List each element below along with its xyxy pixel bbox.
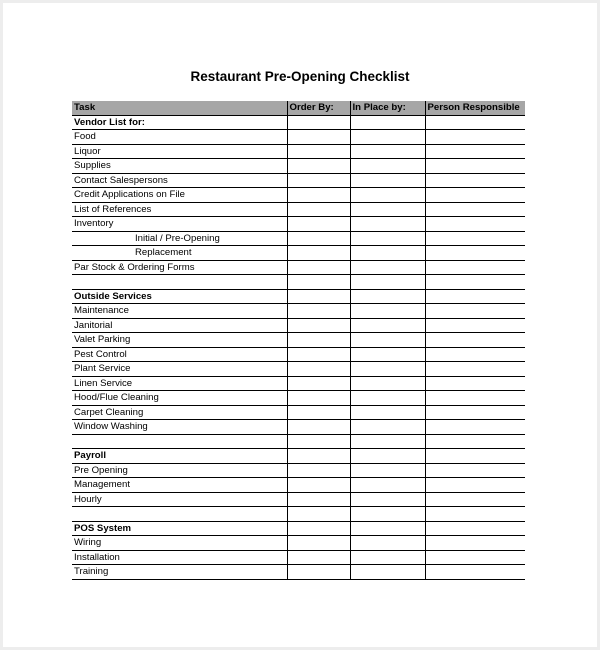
section-header-row (72, 115, 525, 130)
in-place-by-cell[interactable] (350, 521, 425, 536)
table-row (72, 260, 525, 275)
in-place-by-cell[interactable] (350, 565, 425, 580)
person-responsible-cell[interactable] (425, 536, 525, 551)
in-place-by-cell[interactable] (350, 376, 425, 391)
document-page (3, 3, 597, 647)
task-label: Hood/Flue Cleaning (72, 391, 287, 406)
in-place-by-cell[interactable] (350, 362, 425, 377)
order-by-cell[interactable] (287, 536, 350, 551)
table-row (72, 376, 525, 391)
task-label (72, 434, 287, 449)
person-responsible-cell[interactable] (425, 275, 525, 290)
task-label: List of References (72, 202, 287, 217)
order-by-cell[interactable] (287, 362, 350, 377)
in-place-by-cell[interactable] (350, 130, 425, 145)
person-responsible-cell[interactable] (425, 144, 525, 159)
order-by-cell[interactable] (287, 217, 350, 232)
order-by-cell[interactable] (287, 333, 350, 348)
order-by-cell[interactable] (287, 463, 350, 478)
in-place-by-cell[interactable] (350, 115, 425, 130)
person-responsible-cell[interactable] (425, 478, 525, 493)
table-row (72, 202, 525, 217)
task-label: Janitorial (72, 318, 287, 333)
table-row (72, 159, 525, 174)
person-responsible-cell[interactable] (425, 217, 525, 232)
in-place-by-cell[interactable] (350, 173, 425, 188)
task-label: Linen Service (72, 376, 287, 391)
in-place-by-cell[interactable] (350, 144, 425, 159)
person-responsible-cell[interactable] (425, 521, 525, 536)
section-title: Payroll (72, 449, 287, 464)
in-place-by-cell[interactable] (350, 507, 425, 522)
order-by-cell[interactable] (287, 391, 350, 406)
task-label: Par Stock & Ordering Forms (72, 260, 287, 275)
in-place-by-cell[interactable] (350, 478, 425, 493)
person-responsible-cell[interactable] (425, 492, 525, 507)
in-place-by-cell[interactable] (350, 550, 425, 565)
task-label: Supplies (72, 159, 287, 174)
person-responsible-cell[interactable] (425, 115, 525, 130)
in-place-by-cell[interactable] (350, 260, 425, 275)
task-label: Management (72, 478, 287, 493)
person-responsible-cell[interactable] (425, 507, 525, 522)
order-by-cell[interactable] (287, 492, 350, 507)
task-label: Pest Control (72, 347, 287, 362)
task-label: Initial / Pre-Opening (72, 231, 287, 246)
column-header-person-responsible: Person Responsible (425, 101, 525, 115)
order-by-cell[interactable] (287, 246, 350, 261)
task-label: Training (72, 565, 287, 580)
checklist-body (72, 115, 525, 579)
in-place-by-cell[interactable] (350, 536, 425, 551)
table-row (72, 550, 525, 565)
table-row (72, 434, 525, 449)
person-responsible-cell[interactable] (425, 347, 525, 362)
person-responsible-cell[interactable] (425, 449, 525, 464)
order-by-cell[interactable] (287, 318, 350, 333)
table-row (72, 188, 525, 203)
checklist-table (72, 101, 525, 580)
in-place-by-cell[interactable] (350, 275, 425, 290)
table-row (72, 144, 525, 159)
order-by-cell[interactable] (287, 115, 350, 130)
person-responsible-cell[interactable] (425, 362, 525, 377)
section-header-row (72, 289, 525, 304)
task-label: Installation (72, 550, 287, 565)
person-responsible-cell[interactable] (425, 565, 525, 580)
person-responsible-cell[interactable] (425, 318, 525, 333)
task-label: Inventory (72, 217, 287, 232)
section-title: Outside Services (72, 289, 287, 304)
section-title: POS System (72, 521, 287, 536)
order-by-cell[interactable] (287, 188, 350, 203)
task-label: Food (72, 130, 287, 145)
table-row (72, 507, 525, 522)
person-responsible-cell[interactable] (425, 246, 525, 261)
person-responsible-cell[interactable] (425, 434, 525, 449)
table-row (72, 304, 525, 319)
person-responsible-cell[interactable] (425, 463, 525, 478)
person-responsible-cell[interactable] (425, 173, 525, 188)
table-row (72, 420, 525, 435)
task-label: Maintenance (72, 304, 287, 319)
in-place-by-cell[interactable] (350, 463, 425, 478)
section-title: Vendor List for: (72, 115, 287, 130)
table-row (72, 130, 525, 145)
order-by-cell[interactable] (287, 260, 350, 275)
in-place-by-cell[interactable] (350, 188, 425, 203)
task-label (72, 275, 287, 290)
order-by-cell[interactable] (287, 347, 350, 362)
in-place-by-cell[interactable] (350, 333, 425, 348)
table-row (72, 275, 525, 290)
in-place-by-cell[interactable] (350, 420, 425, 435)
order-by-cell[interactable] (287, 130, 350, 145)
order-by-cell[interactable] (287, 202, 350, 217)
in-place-by-cell[interactable] (350, 449, 425, 464)
task-label: Carpet Cleaning (72, 405, 287, 420)
task-label: Pre Opening (72, 463, 287, 478)
person-responsible-cell[interactable] (425, 188, 525, 203)
task-label: Replacement (72, 246, 287, 261)
table-row (72, 217, 525, 232)
person-responsible-cell[interactable] (425, 202, 525, 217)
in-place-by-cell[interactable] (350, 159, 425, 174)
document-title: Restaurant Pre-Opening Checklist (190, 69, 410, 84)
task-label: Window Washing (72, 420, 287, 435)
table-row (72, 246, 525, 261)
in-place-by-cell[interactable] (350, 318, 425, 333)
person-responsible-cell[interactable] (425, 391, 525, 406)
column-header-task: Task (72, 101, 287, 115)
person-responsible-cell[interactable] (425, 130, 525, 145)
task-label: Plant Service (72, 362, 287, 377)
person-responsible-cell[interactable] (425, 159, 525, 174)
order-by-cell[interactable] (287, 275, 350, 290)
table-row (72, 362, 525, 377)
task-label: Valet Parking (72, 333, 287, 348)
table-row (72, 231, 525, 246)
person-responsible-cell[interactable] (425, 376, 525, 391)
table-row (72, 405, 525, 420)
person-responsible-cell[interactable] (425, 333, 525, 348)
in-place-by-cell[interactable] (350, 231, 425, 246)
order-by-cell[interactable] (287, 405, 350, 420)
in-place-by-cell[interactable] (350, 289, 425, 304)
person-responsible-cell[interactable] (425, 260, 525, 275)
order-by-cell[interactable] (287, 507, 350, 522)
column-header-order-by: Order By: (287, 101, 350, 115)
order-by-cell[interactable] (287, 449, 350, 464)
table-row (72, 318, 525, 333)
order-by-cell[interactable] (287, 521, 350, 536)
task-label: Liquor (72, 144, 287, 159)
order-by-cell[interactable] (287, 478, 350, 493)
order-by-cell[interactable] (287, 144, 350, 159)
person-responsible-cell[interactable] (425, 550, 525, 565)
in-place-by-cell[interactable] (350, 492, 425, 507)
order-by-cell[interactable] (287, 231, 350, 246)
in-place-by-cell[interactable] (350, 246, 425, 261)
table-row (72, 492, 525, 507)
order-by-cell[interactable] (287, 420, 350, 435)
table-row (72, 391, 525, 406)
task-label: Wiring (72, 536, 287, 551)
in-place-by-cell[interactable] (350, 391, 425, 406)
table-row (72, 347, 525, 362)
in-place-by-cell[interactable] (350, 434, 425, 449)
person-responsible-cell[interactable] (425, 405, 525, 420)
in-place-by-cell[interactable] (350, 202, 425, 217)
order-by-cell[interactable] (287, 434, 350, 449)
person-responsible-cell[interactable] (425, 304, 525, 319)
order-by-cell[interactable] (287, 289, 350, 304)
table-row (72, 333, 525, 348)
task-label: Contact Salespersons (72, 173, 287, 188)
task-label: Hourly (72, 492, 287, 507)
table-row (72, 565, 525, 580)
person-responsible-cell[interactable] (425, 420, 525, 435)
in-place-by-cell[interactable] (350, 405, 425, 420)
order-by-cell[interactable] (287, 376, 350, 391)
order-by-cell[interactable] (287, 159, 350, 174)
order-by-cell[interactable] (287, 550, 350, 565)
section-header-row (72, 449, 525, 464)
section-header-row (72, 521, 525, 536)
in-place-by-cell[interactable] (350, 217, 425, 232)
person-responsible-cell[interactable] (425, 289, 525, 304)
order-by-cell[interactable] (287, 173, 350, 188)
person-responsible-cell[interactable] (425, 231, 525, 246)
table-row (72, 536, 525, 551)
task-label (72, 507, 287, 522)
order-by-cell[interactable] (287, 304, 350, 319)
order-by-cell[interactable] (287, 565, 350, 580)
table-header-row (72, 101, 525, 115)
table-row (72, 463, 525, 478)
column-header-in-place-by: In Place by: (350, 101, 425, 115)
task-label: Credit Applications on File (72, 188, 287, 203)
table-row (72, 478, 525, 493)
table-row (72, 173, 525, 188)
in-place-by-cell[interactable] (350, 347, 425, 362)
in-place-by-cell[interactable] (350, 304, 425, 319)
